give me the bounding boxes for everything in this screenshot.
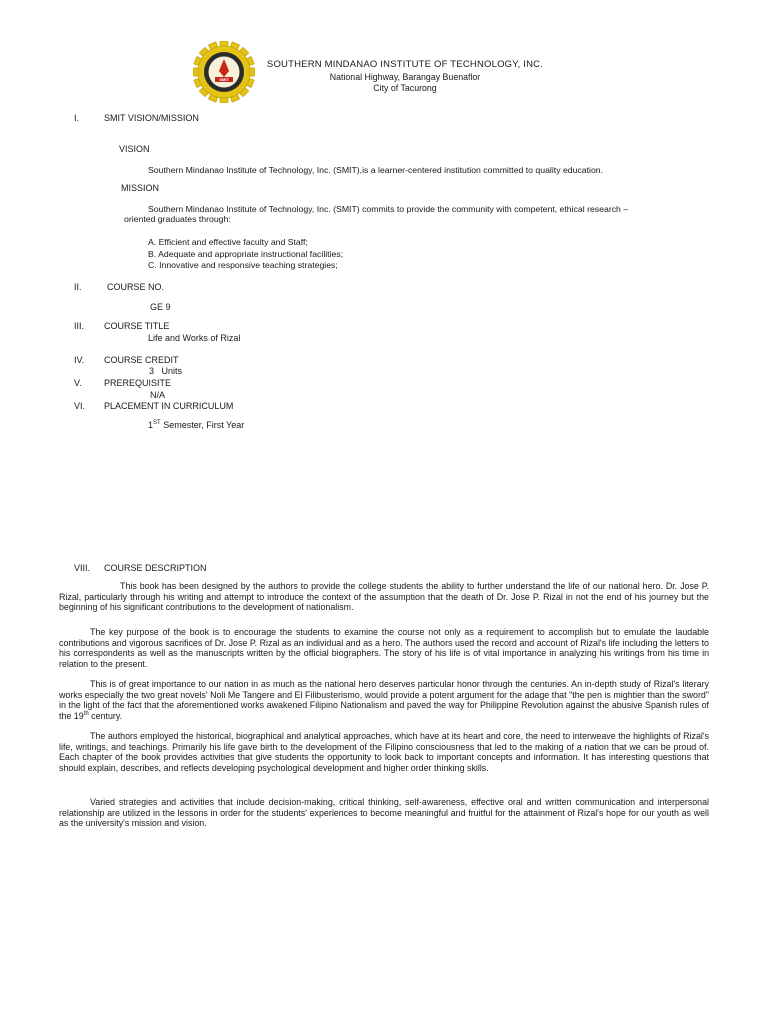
institution-city: City of Tacurong — [373, 83, 437, 93]
mission-item-a: A. Efficient and effective faculty and Staff; — [148, 237, 308, 247]
section-5-number: V. — [74, 378, 82, 388]
section-6-title: PLACEMENT IN CURRICULUM — [104, 401, 234, 411]
institution-logo — [193, 41, 255, 103]
description-paragraph-4: The authors employed the historical, biographical and analytical approaches, which have at its heart and core, the need to interweave the highlights of Rizal's life, writings, and teachings. Primarily his life gave birth to the development of the Filipino consciousness that led to the making of a nation that we can be proud of. Each chapter of the book provides activities that give students the opportunity to look back to important concepts and information. It has interesting questions that should explain, describes, and reflects developing psychological development and higher order thinking skills. — [59, 731, 709, 773]
description-paragraph-2: The key purpose of the book is to encourage the students to examine the course not only as a requirement to accomplish but to emulate the laudable contributions and vigorous sacrifices of Dr. Jose P. Rizal as an individual and as a hero. The authors used the record and account of Rizal's life including the letters to his correspondents as well as the manuscripts written by the official biographers. The story of his life is of vital importance in analyzing his writings from his time in relation to the present. — [59, 627, 709, 669]
section-5-title: PREREQUISITE — [104, 378, 172, 388]
section-6-number: VI. — [74, 401, 86, 411]
section-8-title: COURSE DESCRIPTION — [104, 563, 207, 573]
institution-address: National Highway, Barangay Buenaflor — [329, 72, 481, 82]
course-number: GE 9 — [150, 302, 171, 312]
section-2-number: II. — [74, 282, 82, 292]
description-paragraph-5: Varied strategies and activities that include decision-making, critical thinking, self-awareness, effective oral and written communication and interpersonal relationship are utilized in the lessons in order for the students' experiences to become meaningful and fruitful for the attainment of Rizal's hope for our youth as well as the university's mission and vision. — [59, 797, 709, 829]
mission-item-b: B. Adequate and appropriate instructional facilities; — [148, 249, 344, 259]
vision-text: Southern Mindanao Institute of Technology, Inc. (SMIT),is a learner-centered institution committed to quality education. — [148, 165, 604, 175]
mission-item-c: C. Innovative and responsive teaching strategies; — [148, 260, 338, 270]
prerequisite-value: N/A — [150, 390, 166, 400]
mission-text-line-2: oriented graduates through: — [124, 214, 231, 224]
vision-label: VISION — [119, 144, 150, 154]
section-8-number: VIII. — [74, 563, 91, 573]
institution-name: SOUTHERN MINDANAO INSTITUTE OF TECHNOLOGY, INC. — [266, 59, 544, 70]
section-3-number: III. — [74, 321, 85, 331]
mission-text-line-1: Southern Mindanao Institute of Technology, Inc. (SMIT) commits to provide the community with competent, ethical research – — [148, 204, 629, 214]
svg-text:SMIT: SMIT — [219, 77, 229, 82]
description-paragraph-1: This book has been designed by the authors to provide the college students the ability to further understand the life of our national hero. Dr. Jose P. Rizal, particularly through his writing and attempt to introduce the context of the assumption that the death of Dr. Jose P. Rizal in not the end of his journey but the beginning of his significant contributions to the development of nationalism. — [59, 581, 709, 613]
section-3-title: COURSE TITLE — [104, 321, 170, 331]
description-paragraph-3: This is of great importance to our nation in as much as the national hero deserves particular honor through the centuries. An in-depth study of Rizal's literary works especially the two great novels' Noli Me Tangere and El Filibusterismo, would provide a potent argument for the adage that "the pen is mightier than the sword" in the light of the fact that the aforementioned works awakened Filipino Nationalism and paved the way for Philippine Revolution against the abusive Spanish rules of the 19th century. — [59, 679, 709, 721]
section-1-number: I. — [74, 113, 80, 123]
section-4-number: IV. — [74, 355, 85, 365]
course-title: Life and Works of Rizal — [148, 333, 241, 343]
placement-value: 1ST Semester, First Year — [148, 420, 245, 430]
course-credit: 3 Units — [149, 366, 183, 376]
section-2-title: COURSE NO. — [107, 282, 165, 292]
section-4-title: COURSE CREDIT — [104, 355, 179, 365]
section-1-title: SMIT VISION/MISSION — [104, 113, 199, 123]
mission-label: MISSION — [121, 183, 160, 193]
